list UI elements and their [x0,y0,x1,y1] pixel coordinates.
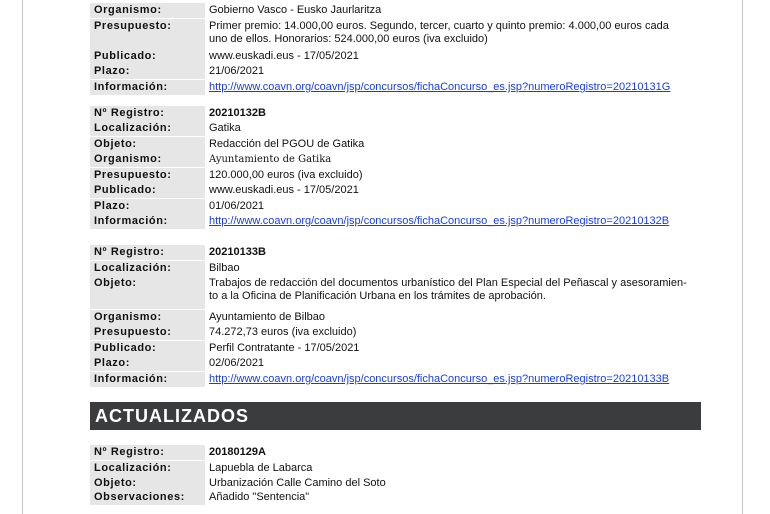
row-informacion [90,372,690,387]
label-presupuesto: Presupuesto: [90,325,205,340]
value-objeto: Trabajos de redacción del documentos urbanístico del Plan Especial del Peñascal y asesoramien-to a la Oficina de Planificación Urbana en los trámites de aprobación. [209,277,687,302]
label-organismo: Organismo: [90,310,205,325]
label-publicado: Publicado: [90,183,205,198]
row-localizacion [90,461,690,476]
value-organismo: Ayuntamiento de Bilbao [209,311,325,323]
label-plazo: Plazo: [90,356,205,371]
row-plazo [90,199,690,214]
value-informacion [209,214,689,228]
value-registro: 20210133B [209,246,266,258]
row-localizacion [90,261,690,276]
label-presupuesto: Presupuesto: [90,19,205,51]
value-plazo: 02/06/2021 [209,357,265,369]
label-objeto: Objeto: [90,476,205,491]
value-publicado: www.euskadi.eus - 17/05/2021 [209,50,359,62]
section-heading-actualizados: ACTUALIZADOS [90,402,701,430]
info-link[interactable]: http://www.coavn.org/coavn/jsp/concursos/fichaConcurso_es.jsp?numeroRegistro=20210132B [209,215,670,227]
row-organismo [90,3,690,18]
label-registro: Nº Registro: [90,245,205,260]
row-plazo [90,64,690,79]
value-presupuesto: Primer premio: 14.000,00 euros. Segundo, tercer, cuarto y quinto premio: 4.000,00 euros cada uno de ellos. Honorarios: 524.000,00 euros (iva excluido) [209,20,669,45]
label-localizacion: Localización: [90,461,205,476]
value-publicado: www.euskadi.eus - 17/05/2021 [209,184,359,196]
row-plazo [90,356,690,371]
row-publicado [90,183,690,198]
row-publicado [90,341,690,356]
label-publicado: Publicado: [90,341,205,356]
label-objeto: Objeto: [90,137,205,152]
row-informacion [90,80,690,95]
value-plazo: 21/06/2021 [209,65,265,77]
row-registro [90,245,690,260]
label-publicado: Publicado: [90,49,205,64]
row-publicado [90,49,690,64]
info-link[interactable]: http://www.coavn.org/coavn/jsp/concursos/fichaConcurso_es.jsp?numeroRegistro=20210133B [209,373,670,385]
label-organismo: Organismo: [90,3,205,18]
row-presupuesto [90,325,690,340]
row-informacion [90,214,690,229]
label-localizacion: Localización: [90,121,205,136]
row-organismo [90,152,690,167]
info-link[interactable]: http://www.coavn.org/coavn/jsp/concursos/fichaConcurso_es.jsp?numeroRegistro=20210131G [209,81,671,93]
value-presupuesto: 120.000,00 euros (iva excluido) [209,169,363,181]
value-informacion [209,372,689,386]
value-objeto: Urbanización Calle Camino del Soto [209,477,386,489]
row-presupuesto [90,168,690,183]
value-objeto: Redacción del PGOU de Gatika [209,138,365,150]
label-plazo: Plazo: [90,64,205,79]
label-informacion: Información: [90,372,205,387]
label-localizacion: Localización: [90,261,205,276]
row-objeto [90,276,690,309]
value-organismo: Gobierno Vasco - Eusko Jaurlaritza [209,4,382,16]
row-localizacion [90,121,690,136]
row-objeto [90,137,690,152]
value-registro: 20180129A [209,446,266,458]
label-registro: Nº Registro: [90,106,205,121]
label-objeto: Objeto: [90,276,205,309]
label-organismo: Organismo: [90,152,205,167]
row-registro [90,445,690,460]
label-presupuesto: Presupuesto: [90,168,205,183]
value-plazo: 01/06/2021 [209,200,265,212]
value-publicado: Perfil Contratante - 17/05/2021 [209,342,360,354]
value-localizacion: Lapuebla de Labarca [209,462,313,474]
value-presupuesto: 74.272,73 euros (iva excluido) [209,326,357,338]
row-observaciones [90,490,690,505]
value-localizacion: Gatika [209,122,241,134]
row-organismo [90,310,690,325]
label-plazo: Plazo: [90,199,205,214]
label-observaciones: Observaciones: [90,490,205,505]
value-observaciones: Añadido "Sentencia" [209,491,310,503]
label-informacion: Información: [90,214,205,229]
value-organismo: Ayuntamiento de Gatika [209,154,332,165]
label-registro: Nº Registro: [90,445,205,460]
value-informacion [209,80,689,94]
label-informacion: Información: [90,80,205,95]
row-presupuesto [90,19,690,51]
row-registro [90,106,690,121]
value-registro: 20210132B [209,107,266,119]
row-objeto [90,476,690,491]
value-localizacion: Bilbao [209,262,240,274]
